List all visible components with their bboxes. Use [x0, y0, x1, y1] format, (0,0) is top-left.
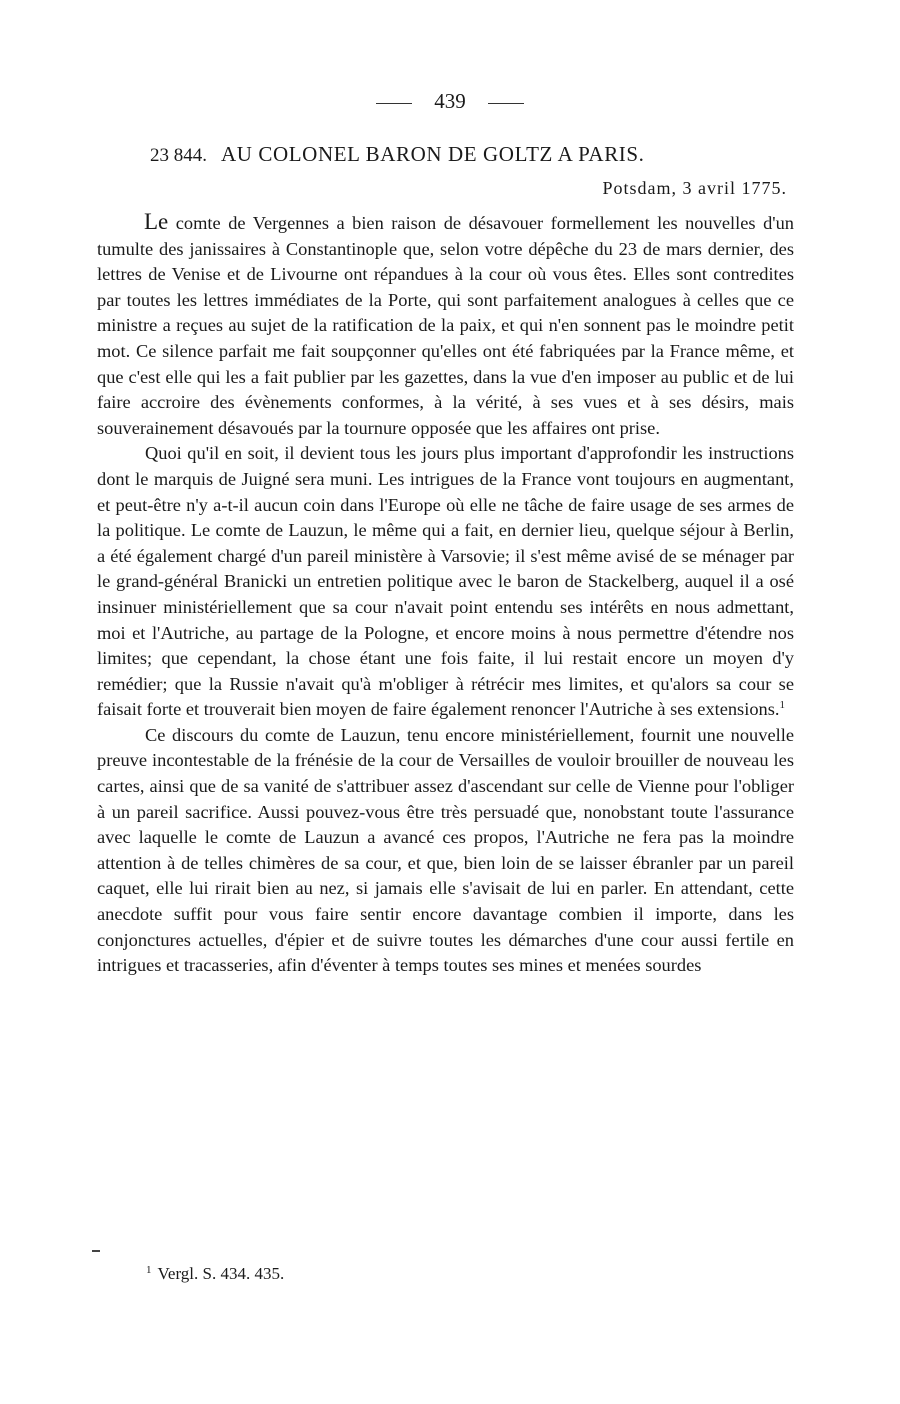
dateline: Potsdam, 3 avril 1775. — [602, 178, 787, 198]
header-dash-right — [488, 103, 524, 104]
letter-heading — [150, 140, 770, 170]
paragraph-1 — [97, 209, 794, 441]
page-header — [0, 88, 900, 114]
paragraph-2 — [97, 441, 794, 723]
header-dash-left — [376, 103, 412, 104]
footnote-reference[interactable]: 1 — [779, 699, 785, 712]
letter-title: AU COLONEL BARON DE GOLTZ A PARIS. — [221, 142, 645, 166]
paragraph-1-opening: Le — [144, 209, 169, 234]
paragraph-2-text: Quoi qu'il en soit, il devient tous les jours plus important d'approfondir les instructions dont le marquis de Juigné sera muni. Les intrigues de la France vont toujours en augmentant, et peut-être n'y a-t-il aucun coin dans l'Europe où elle ne tâche de faire usage de ses armes de la politique. Le comte de Lauzun, le même qui a fait, en dernier lieu, quelque séjour à Berlin, a été également chargé d'un pareil ministère à Varsovie; il s'est même avisé de se ménager par le grand-général Branicki un entretien politique avec le baron de Stackelberg, auquel il a osé insinuer ministériellement que sa cour n'avait point entendu ses intérêts en nous admettant, moi et l'Autriche, au partage de la Pologne, et encore moins à nous permettre d'étendre nos limites; que cependant, la chose étant une fois faite, il lui restait encore un moyen d'y remédier; que la Russie n'avait qu'à m'obliger à rétrécir mes limites, et qu'alors sa cour se faisait forte et trouverait bien moyen de faire également renoncer l'Autriche à ses extensions. — [97, 443, 794, 720]
paragraph-3-text: Ce discours du comte de Lauzun, tenu encore ministériellement, fournit une nouvelle preuve incontestable de la frénésie de la cour de Versailles de vouloir brouiller de nouveau les cartes, ainsi que de sa vanité de s'attribuer assez d'ascendant sur celle de Vienne pour l'obliger à un pareil sacrifice. Aussi pouvez-vous être très persuadé que, nonobstant toute l'assurance avec laquelle le comte de Lauzun a avancé ces propos, l'Autriche ne fera pas la moindre attention à de telles chimères de sa cour, et que, bien loin de se laisser ébranler par un pareil caquet, elle lui rirait bien au nez, si jamais elle s'avisait de lui en parler. En attendant, cette anecdote suffit pour vous faire sentir encore davantage combien il importe, dans les conjonctures actuelles, d'épier et de suivre toutes les démarches d'une cour aussi fertile en intrigues et tracasseries, afin d'éventer à temps toutes ses mines et menées sourdes — [97, 724, 794, 976]
page-number: 439 — [434, 89, 466, 113]
letter-body — [97, 209, 794, 979]
footnote-mark: 1 — [146, 1264, 152, 1276]
footnote-text: Vergl. S. 434. 435. — [157, 1264, 285, 1283]
margin-mark — [92, 1250, 100, 1252]
letter-number: 23 844. — [150, 145, 207, 166]
footnote — [146, 1262, 284, 1286]
paragraph-3 — [97, 723, 794, 979]
paragraph-1-text: comte de Vergennes a bien raison de désavouer formellement les nouvelles d'un tumulte des janissaires à Constantinople que, selon votre dépêche du 23 de mars dernier, des lettres de Venise et de Livourne ont répandues à la cour où vous êtes. Elles sont contredites par toutes les lettres immédiates de la Porte, qui sont parfaitement analogues à celles que ce ministre a reçues au sujet de la ratification de la paix, et qui n'en sonnent pas le moindre petit mot. Ce silence parfait me fait soupçonner qu'elles ont été fabriquées par la France même, et que c'est elle qui les a fait publier par les gazettes, dans la vue d'en imposer au public et de lui faire accroire des évènements conformes, à la vérité, à ses vues et à ses désirs, mais souverainement désavoués par la tournure opposée que les affaires ont prise. — [97, 213, 794, 438]
